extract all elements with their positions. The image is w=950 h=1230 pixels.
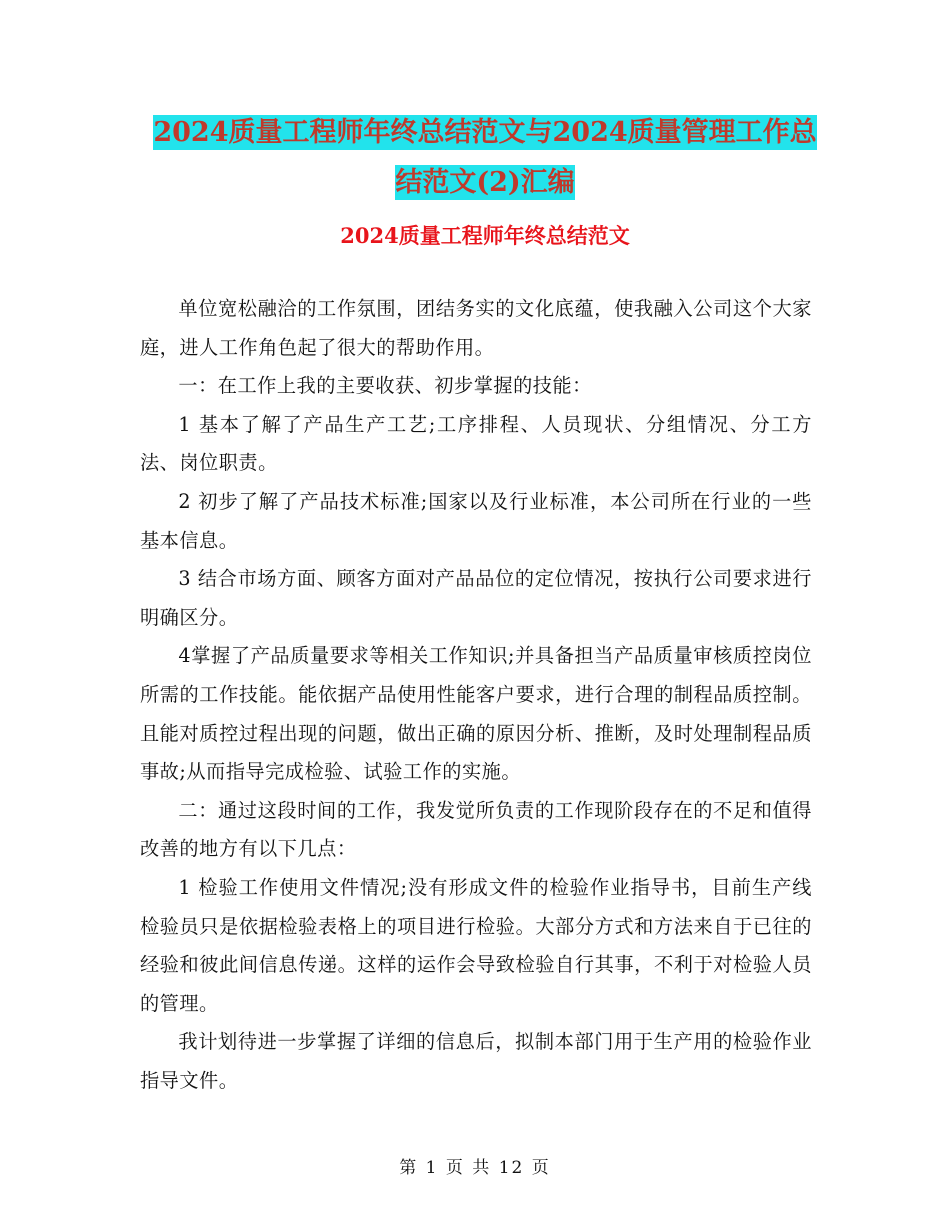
paragraph-3: 1 基本了解了产品生产工艺;工序排程、人员现状、分组情况、分工方法、岗位职责。 <box>140 412 812 475</box>
page-number-label: 第 1 页 共 12 页 <box>399 1158 551 1178</box>
paragraph-4: 2 初步了解了产品技术标准;国家以及行业标准，本公司所在行业的一些基本信息。 <box>140 489 812 552</box>
paragraph-2: 一：在工作上我的主要收获、初步掌握的技能： <box>178 374 592 398</box>
document-body <box>140 290 812 1100</box>
paragraph-5: 3 结合市场方面、顾客方面对产品品位的定位情况，按执行公司要求进行明确区分。 <box>140 567 812 629</box>
document-title-line1: 2024质量工程师年终总结范文与2024质量管理工作总 <box>153 117 817 148</box>
paragraph-1: 单位宽松融洽的工作氛围，团结务实的文化底蕴，使我融入公司这个大家庭，进人工作角色起了很大的帮助作用。 <box>140 297 812 359</box>
section-title: 2024质量工程师年终总结范文 <box>340 223 630 248</box>
paragraph-7: 二：通过这段时间的工作，我发觉所负责的工作现阶段存在的不足和值得改善的地方有以下几点： <box>140 798 812 861</box>
paragraph-9: 我计划待进一步掌握了详细的信息后，拟制本部门用于生产用的检验作业指导文件。 <box>140 1030 812 1092</box>
page-footer <box>0 1153 950 1178</box>
document-title-line2: 结范文(2)汇编 <box>395 167 575 198</box>
paragraph-6: 4掌握了产品质量要求等相关工作知识;并具备担当产品质量审核质控岗位所需的工作技能。能依据产品使用性能客户要求，进行合理的制程品质控制。且能对质控过程出现的问题，做出正确的原因分析、推断，及时处理制程品质事故;从而指导完成检验、试验工作的实施。 <box>140 644 812 784</box>
document-title <box>140 108 830 208</box>
paragraph-8: 1 检验工作使用文件情况;没有形成文件的检验作业指导书，目前生产线检验员只是依据检验表格上的项目进行检验。大部分方式和方法来自于已往的经验和彼此间信息传递。这样的运作会导致检验自行其事，不利于对检验人员的管理。 <box>140 875 812 1015</box>
